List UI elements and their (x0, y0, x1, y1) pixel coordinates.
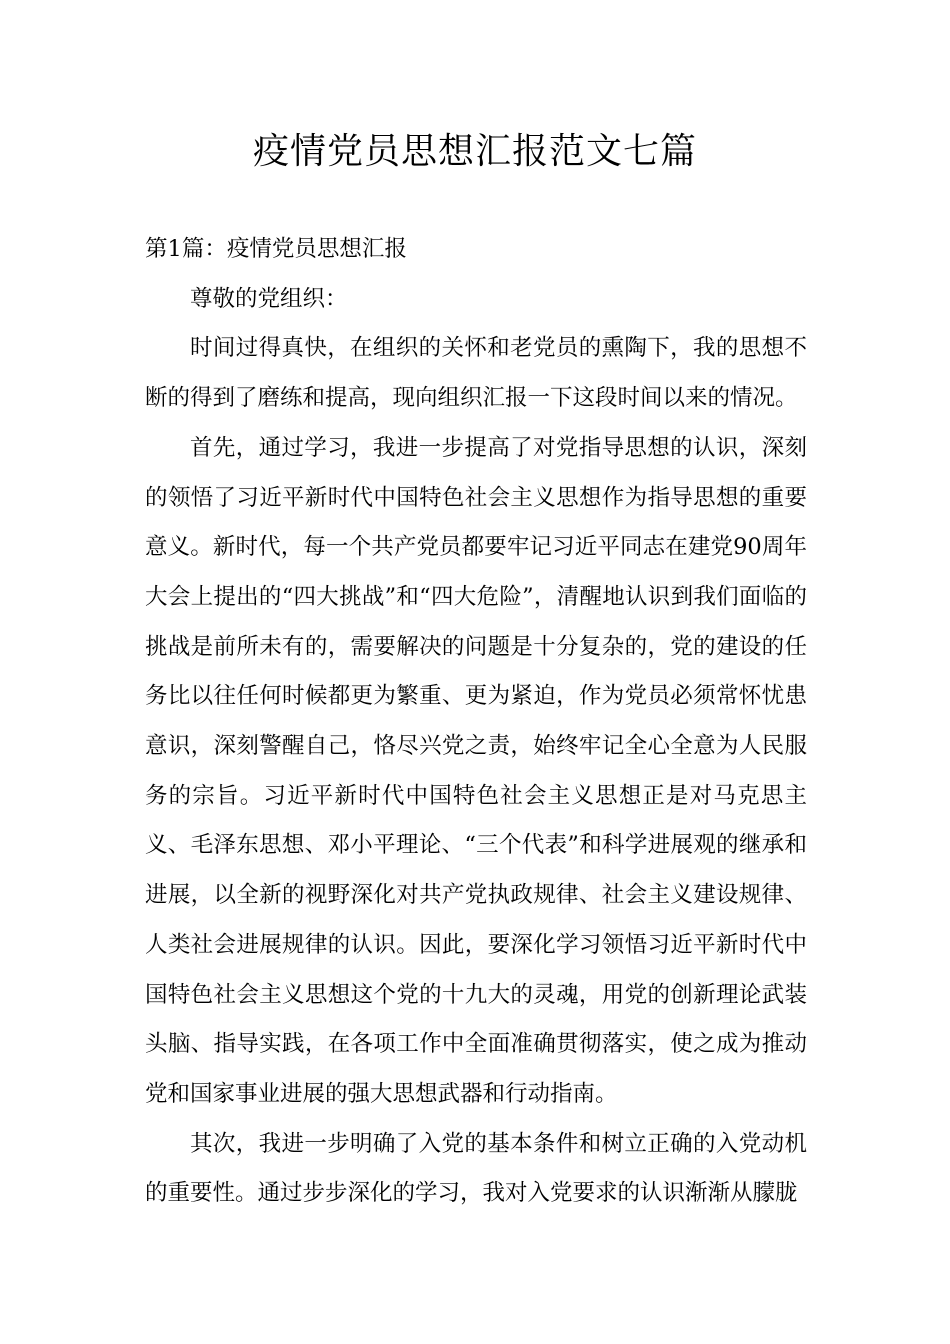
document-body (145, 225, 807, 1219)
paragraph-3: 其次，我进一步明确了入党的基本条件和树立正确的入党动机的重要性。通过步步深化的学习，我对入党要求的认识渐渐从朦胧 (145, 1130, 807, 1207)
paragraph-1: 时间过得真快，在组织的关怀和老党员的熏陶下，我的思想不断的得到了磨练和提高，现向组织汇报一下这段时间以来的情况。 (145, 335, 807, 412)
document-title: 疫情党员思想汇报范文七篇 (252, 131, 697, 172)
section-heading: 第1篇：疫情党员思想汇报 (145, 236, 407, 262)
salutation: 尊敬的党组织： (190, 285, 348, 312)
paragraph-2: 首先，通过学习，我进一步提高了对党指导思想的认识，深刻的领悟了习近平新时代中国特色社会主义思想作为指导思想的重要意义。新时代，每一个共产党员都要牢记习近平同志在建党90周年大会上提出的“四大挑战”和“四大危险”，清醒地认识到我们面临的挑战是前所未有的，需要解决的问题是十分复杂的，党的建设的任务比以往任何时候都更为繁重、更为紧迫，作为党员必须常怀忧患意识，深刻警醒自己，恪尽兴党之责，始终牢记全心全意为人民服务的宗旨。习近平新时代中国特色社会主义思想正是对马克思主义、毛泽东思想、邓小平理论、“三个代表”和科学进展观的继承和进展，以全新的视野深化对共产党执政规律、社会主义建设规律、人类社会进展规律的认识。因此，要深化学习领悟习近平新时代中国特色社会主义思想这个党的十九大的灵魂，用党的创新理论武装头脑、指导实践，在各项工作中全面准确贯彻落实，使之成为推动党和国家事业进展的强大思想武器和行动指南。 (145, 434, 807, 1107)
